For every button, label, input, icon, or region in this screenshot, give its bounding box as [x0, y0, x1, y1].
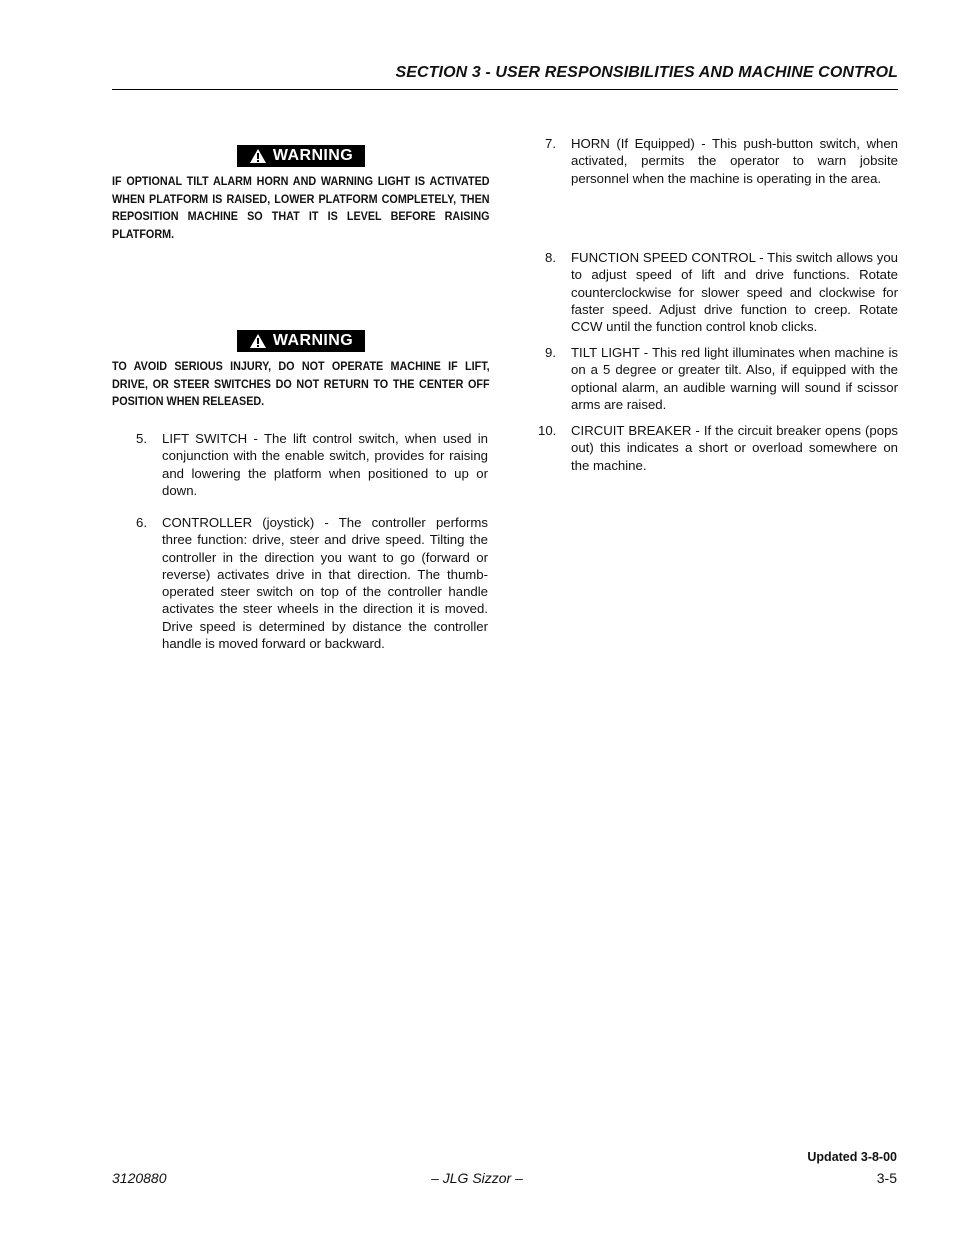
warning-block-tilt-alarm: [112, 145, 490, 243]
page-number: 3-5: [876, 1170, 897, 1186]
warning-block-switch-return: [112, 330, 490, 411]
list-item-lift-switch: [136, 430, 488, 499]
item-text: FUNCTION SPEED CONTROL - This switch allows you to adjust speed of lift and drive functions. Rotate counterclockwise for slower speed and clockwise for faster speed. Adjust drive function to creep. Rotate CCW until the function control knob clicks.: [571, 250, 898, 335]
list-item-circuit-breaker: [538, 422, 898, 474]
item-text: TILT LIGHT - This red light illuminates when machine is on a 5 degree or greater tilt. Also, if equipped with the optional alarm, an audible warning will sound if scissor arms are raised.: [571, 345, 898, 412]
item-text: CIRCUIT BREAKER - If the circuit breaker opens (pops out) this indicates a short or overload somewhere on the machine.: [571, 423, 898, 473]
item-number: 6.: [136, 515, 147, 530]
item-number: 8.: [545, 250, 556, 265]
warning-label: WARNING: [272, 147, 354, 164]
section-title: SECTION 3 - USER RESPONSIBILITIES AND MACHINE CONTROL: [395, 64, 898, 81]
document-number: 3120880: [112, 1170, 167, 1186]
list-item-horn: [545, 135, 898, 187]
item-number: 9.: [545, 345, 556, 360]
item-number: 5.: [136, 431, 147, 446]
updated-date: Updated 3-8-00: [807, 1150, 897, 1164]
warning-badge: [237, 330, 365, 352]
header-divider: [112, 89, 898, 90]
item-text: CONTROLLER (joystick) - The controller performs three function: drive, steer and drive speed. Tilting the controller in the direction you want to go (forward or reverse) activates drive in that direction. The thumb-operated steer switch on top of the controller handle activates the steer wheels in the direction it is moved. Drive speed is determined by distance the controller handle is moved forward or backward.: [162, 515, 488, 652]
warning-triangle-icon: [249, 148, 267, 164]
list-item-function-speed-control: [545, 249, 898, 335]
warning-triangle-icon: [249, 333, 267, 349]
list-item-tilt-light: [545, 344, 898, 413]
item-text: LIFT SWITCH - The lift control switch, when used in conjunction with the enable switch, provides for raising and lowering the platform when positioned to up or down.: [162, 431, 488, 498]
product-name: – JLG Sizzor –: [431, 1170, 523, 1186]
warning-text: TO AVOID SERIOUS INJURY, DO NOT OPERATE MACHINE IF LIFT, DRIVE, OR STEER SWITCHES DO NOT RETURN TO THE CENTER OFF POSITION WHEN RELEASED.: [112, 360, 490, 408]
item-number: 7.: [545, 136, 556, 151]
warning-text: IF OPTIONAL TILT ALARM HORN AND WARNING LIGHT IS ACTIVATED WHEN PLATFORM IS RAISED, LOWER PLATFORM COMPLETELY, THEN REPOSITION MACHINE SO THAT IT IS LEVEL BEFORE RAISING PLATFORM.: [112, 175, 490, 241]
item-number: 10.: [538, 423, 557, 438]
item-text: HORN (If Equipped) - This push-button switch, when activated, permits the operator to warn jobsite personnel when the machine is operating in the area.: [571, 136, 898, 186]
warning-label: WARNING: [272, 332, 354, 349]
list-item-controller: [136, 514, 488, 652]
warning-badge: [237, 145, 365, 167]
